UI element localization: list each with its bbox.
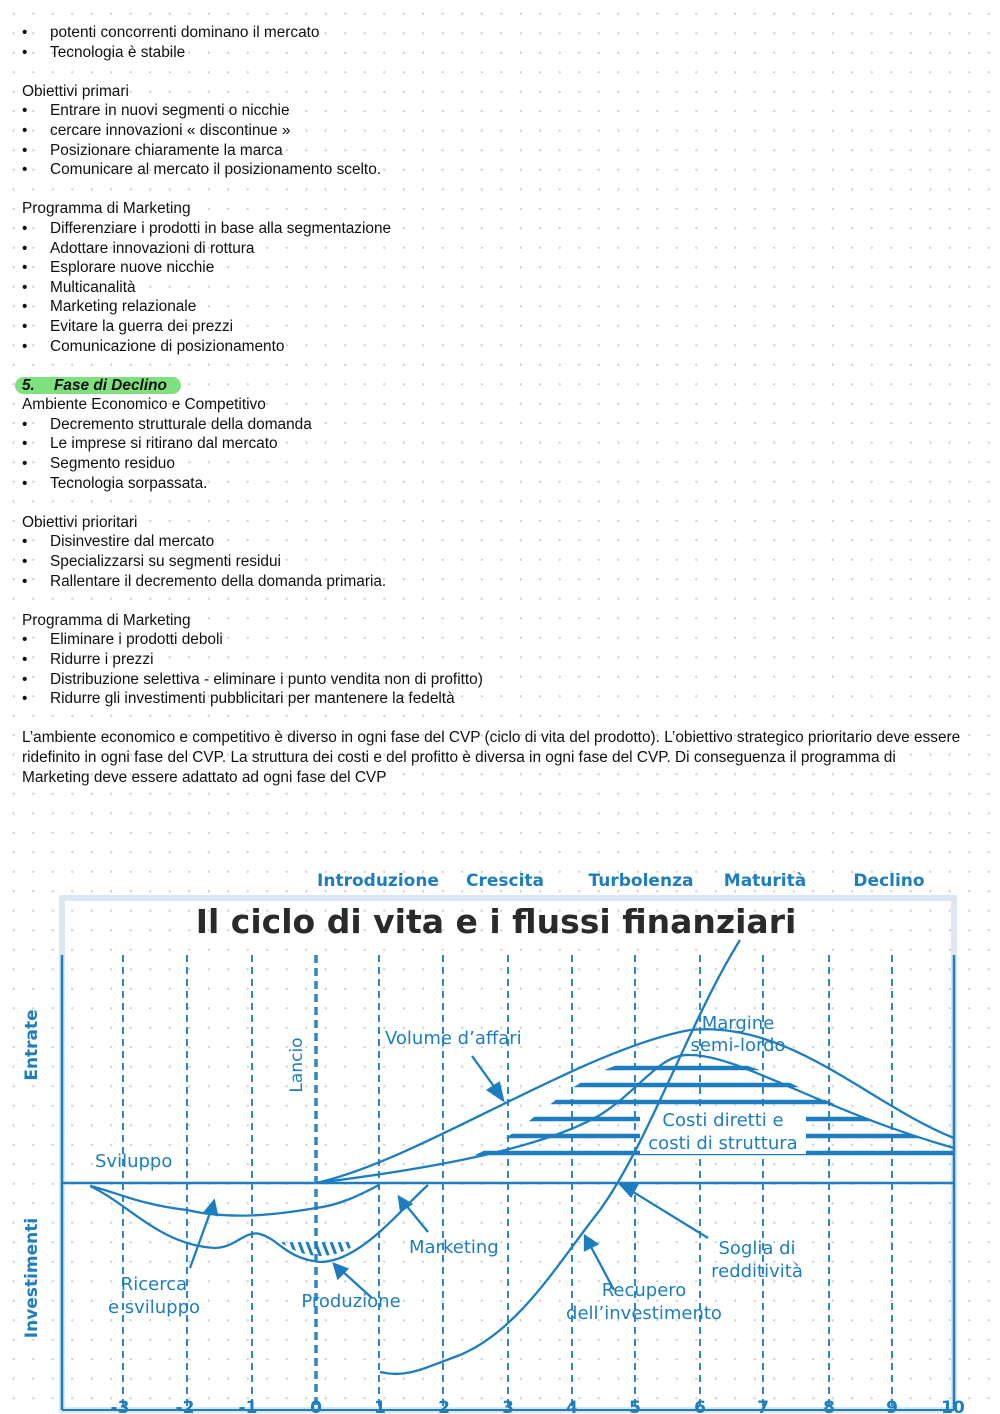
x-tick: -3 [110, 1398, 130, 1414]
label-ricerca-1: Ricerca [120, 1274, 188, 1295]
lifecycle-diagram [0, 860, 1000, 1414]
bullet-icon: • [22, 239, 28, 257]
y-axis-label-entrate: Entrate [22, 1009, 42, 1081]
phase-label-turbolenza: Turbolenza [588, 871, 694, 891]
list-item: • Multicanalità [22, 278, 136, 296]
y-axis-label-investimenti: Investimenti [22, 1217, 42, 1339]
arrow-soglia [630, 1190, 708, 1238]
label-soglia-2: redditività [711, 1261, 803, 1282]
list-item: • Specializzarsi su segmenti residui [22, 553, 281, 571]
curves [90, 940, 954, 1374]
x-tick: 4 [566, 1398, 578, 1414]
section-title: Programma di Marketing [22, 611, 191, 629]
phase-label-declino: Declino [853, 871, 925, 891]
phase-label-maturita: Maturità [723, 871, 807, 891]
label-sviluppo: Sviluppo [95, 1151, 173, 1172]
bullet-icon: • [22, 455, 28, 473]
list-item: • Marketing relazionale [22, 298, 197, 316]
list-item: • Le imprese si ritirano dal mercato [22, 435, 278, 453]
phase-highlight: 5. Fase di Declino [22, 376, 181, 396]
x-tick: 6 [694, 1398, 706, 1414]
label-marketing: Marketing [409, 1237, 499, 1258]
bullet-icon: • [22, 219, 28, 237]
list-item: • Segmento residuo [22, 455, 175, 473]
bullet-icon: • [22, 121, 28, 139]
section-title: Ambiente Economico e Competitivo [22, 396, 266, 414]
launch-label: Lancio [287, 1037, 307, 1093]
list-item: • Differenziare i prodotti in base alla segmentazione [22, 219, 392, 237]
curve-ricerca-sviluppo [90, 1185, 379, 1216]
label-volume-affari: Volume d’affari [385, 1028, 522, 1049]
label-soglia-1: Soglia di [718, 1238, 796, 1259]
diagram-title: Il ciclo di vita e i flussi finanziari [195, 902, 797, 941]
list-item: • Esplorare nuove nicchie [22, 259, 215, 277]
list-item: • cercare innovazioni « discontinue » [22, 121, 291, 139]
curve-produzione-marketing [90, 1185, 428, 1262]
bullet-icon: • [22, 631, 28, 649]
list-item: • Entrare in nuovi segmenti o nicchie [22, 102, 290, 120]
list-item: • potenti concorrenti dominano il mercato [22, 24, 320, 41]
list-item: • Posizionare chiaramente la marca [22, 141, 283, 159]
list-item: • Disinvestire dal mercato [22, 533, 215, 551]
x-tick: 10 [941, 1398, 965, 1414]
x-tick: 5 [629, 1398, 641, 1414]
list-item: • Comunicare al mercato il posizionamento scelto. [22, 161, 382, 179]
bullet-icon: • [22, 553, 28, 571]
bullet-icon: • [22, 474, 28, 492]
bullet-icon: • [22, 572, 28, 590]
bullet-icon: • [22, 161, 28, 179]
section-title: Obiettivi prioritari [22, 513, 138, 531]
phase-label-crescita: Crescita [465, 871, 545, 891]
diagram-labels [95, 1013, 803, 1324]
phase-heading [22, 376, 962, 396]
summary-paragraph: L’ambiente economico e competitivo è diverso in ogni fase del CVP (ciclo di vita del prodotto). L’obiettivo strategico prioritario deve essere ridefinito in ogni fase del CVP. La struttura dei costi e del profitto è diversa in ogni fase del CVP. Di conseguenza il programma di Marketing deve essere adattato ad ogni fase del CVP [22, 729, 961, 786]
list-item: • Eliminare i prodotti deboli [22, 631, 223, 649]
list-item: • Ridurre gli investimenti pubblicitari per mantenere la fedeltà [22, 690, 455, 708]
bullet-icon: • [22, 651, 28, 668]
label-margine-2: semi-lordo [690, 1035, 786, 1056]
list-item: • Ridurre i prezzi [22, 651, 154, 668]
bullet-icon: • [22, 102, 28, 120]
bullet-icon: • [22, 670, 28, 688]
x-tick: 8 [823, 1398, 835, 1414]
label-recupero-1: Recupero [601, 1280, 687, 1301]
x-tick: 7 [757, 1398, 769, 1414]
bullet-icon: • [22, 259, 28, 277]
x-tick: 9 [886, 1398, 898, 1414]
bullet-icon: • [22, 415, 28, 433]
arrow-marketing [405, 1204, 428, 1232]
label-produzione: Produzione [301, 1291, 401, 1312]
label-recupero-2: dell’investimento [566, 1303, 722, 1324]
bullet-icon: • [22, 435, 28, 453]
label-margine-1: Margine [701, 1013, 775, 1034]
bullet-icon: • [22, 690, 28, 708]
bullet-icon: • [22, 141, 28, 159]
list-item: • Adottare innovazioni di rottura [22, 239, 255, 257]
x-tick: 1 [374, 1398, 386, 1414]
label-costi-2: costi di struttura [648, 1133, 798, 1154]
x-tick: -2 [175, 1398, 195, 1414]
list-item: • Decremento strutturale della domanda [22, 415, 312, 433]
bullet-icon: • [22, 24, 28, 41]
label-ricerca-2: e sviluppo [107, 1297, 201, 1318]
list-item: • Rallentare il decremento della domanda primaria. [22, 572, 387, 590]
phase-label-introduzione: Introduzione [317, 871, 439, 891]
list-item: • Distribuzione selettiva - eliminare i punto vendita non di profitto) [22, 670, 483, 688]
bullet-icon: • [22, 43, 28, 61]
list-item: • Comunicazione di posizionamento [22, 337, 285, 355]
x-tick: 3 [502, 1398, 514, 1414]
x-tick: 2 [438, 1398, 450, 1414]
list-item: • Tecnologia sorpassata. [22, 474, 208, 492]
bullet-icon: • [22, 278, 28, 296]
year-gridlines [120, 955, 892, 1408]
bullet-icon: • [22, 533, 28, 551]
section-title: Programma di Marketing [22, 200, 191, 218]
x-tick: 0 [310, 1398, 322, 1414]
section-title: Obiettivi primari [22, 82, 129, 100]
bullet-icon: • [22, 337, 28, 355]
document-body [22, 23, 962, 787]
list-item: • Evitare la guerra dei prezzi [22, 317, 234, 335]
x-tick: -1 [238, 1398, 258, 1414]
arrow-ricerca [190, 1210, 211, 1268]
label-costi-1: Costi diretti e [662, 1110, 784, 1131]
list-item: • Tecnologia è stabile [22, 43, 186, 61]
bullet-icon: • [22, 298, 28, 316]
bullet-icon: • [22, 317, 28, 335]
